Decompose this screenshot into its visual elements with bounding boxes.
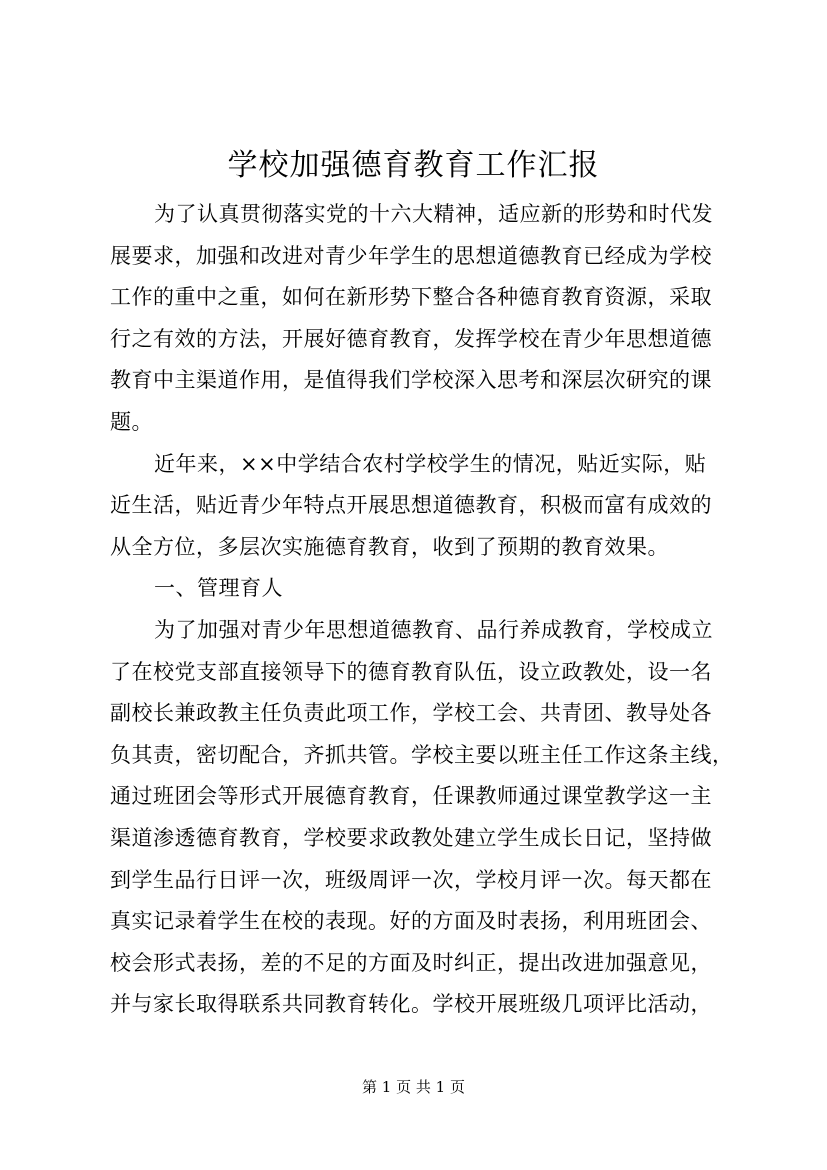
text-line: 校会形式表扬，差的不足的方面及时纠正，提出改进加强意见，	[110, 950, 712, 975]
document-title: 学校加强德育教育工作汇报	[227, 148, 600, 183]
text-line: 负其责，密切配合，齐抓共管。学校主要以班主任工作这条主线，	[110, 742, 734, 767]
text-line: 工作的重中之重，如何在新形势下整合各种德育教育资源，采取	[110, 285, 712, 310]
text-line: 教育中主渠道作用，是值得我们学校深入思考和深层次研究的课	[110, 368, 712, 393]
text-line: 近年来，××中学结合农村学校学生的情况，贴近实际，贴	[154, 451, 707, 476]
section-heading	[110, 568, 740, 610]
text-line: 渠道渗透德育教育，学校要求政教处建立学生成长日记，坚持做	[110, 825, 712, 850]
text-line: 行之有效的方法，开展好德育教育，发挥学校在青少年思想道德	[110, 326, 712, 351]
text-line: 从全方位，多层次实施德育教育，收到了预期的教育效果。	[110, 534, 669, 559]
text-line: 副校长兼政教主任负责此项工作，学校工会、共青团、教导处各	[110, 701, 712, 726]
text-line: 展要求，加强和改进对青少年学生的思想道德教育已经成为学校	[110, 243, 712, 268]
text-line: 通过班团会等形式开展德育教育，任课教师通过课堂教学这一主	[110, 784, 712, 809]
text-line: 为了认真贯彻落实党的十六大精神，适应新的形势和时代发	[154, 202, 713, 226]
text-line: 近生活，贴近青少年特点开展思想道德教育，积极而富有成效的	[110, 493, 712, 518]
paragraph-intro	[110, 194, 740, 444]
document-body	[110, 194, 740, 1026]
text-line: 为了加强对青少年思想道德教育、品行养成教育，学校成立	[154, 617, 713, 642]
text-line: 到学生品行日评一次，班级周评一次，学校月评一次。每天都在	[110, 867, 712, 892]
paragraph-management	[110, 610, 740, 1026]
text-line: 了在校党支部直接领导下的德育教育队伍，设立政教处，设一名	[110, 659, 712, 684]
text-line: 真实记录着学生在校的表现。好的方面及时表扬，利用班团会、	[110, 909, 712, 934]
text-line: 题。	[110, 409, 153, 434]
section-heading-text: 一、管理育人	[154, 576, 283, 601]
page-footer: 第 1 页 共 1 页	[362, 1078, 465, 1096]
text-line: 并与家长取得联系共同教育转化。学校开展班级几项评比活动，	[110, 992, 712, 1017]
paragraph-recent-years	[110, 444, 740, 569]
